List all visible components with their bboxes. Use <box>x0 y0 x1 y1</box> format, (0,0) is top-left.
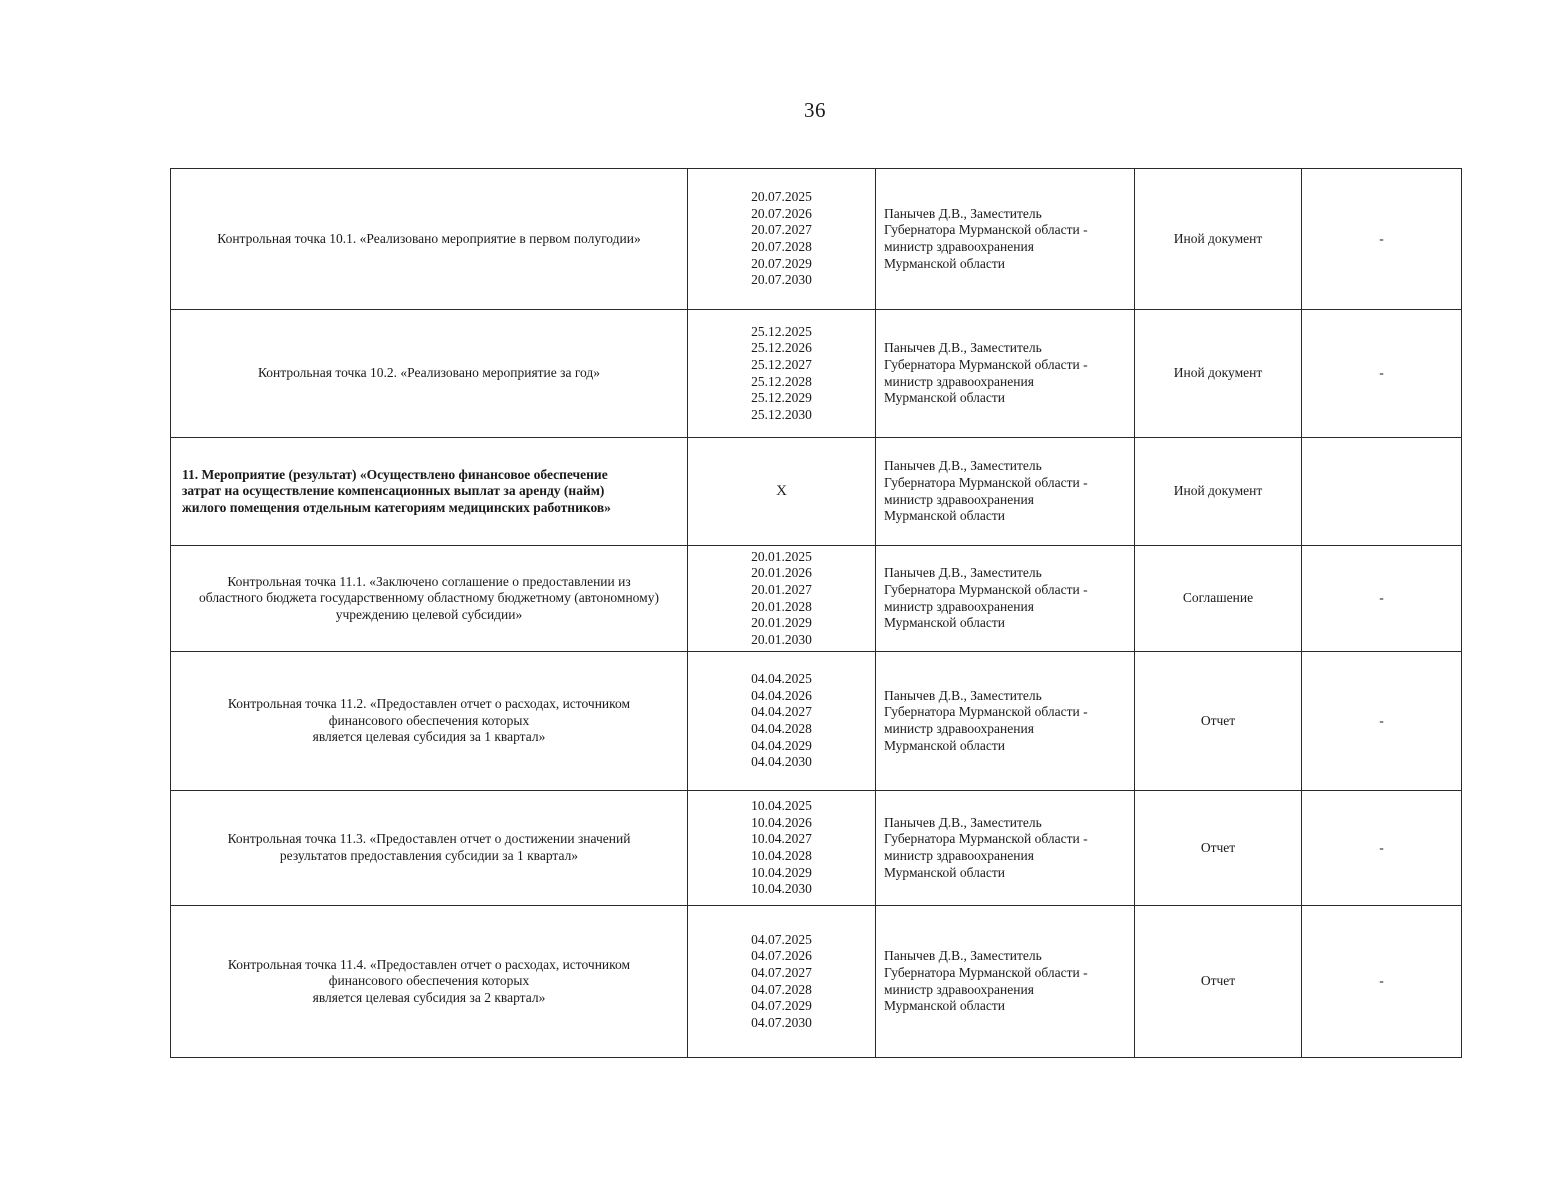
deadline-date: 20.07.2026 <box>751 205 812 221</box>
responsible-line: министр здравоохранения <box>884 491 1034 507</box>
activity-title-cell <box>171 438 688 546</box>
deadline-date: 04.04.2026 <box>751 687 812 703</box>
deadline-date: 20.01.2030 <box>751 631 812 647</box>
name-line: финансового обеспечения которых <box>328 973 530 989</box>
table-row <box>171 652 1462 791</box>
deadline-date: 04.07.2026 <box>751 948 812 964</box>
deadline-date: 04.07.2029 <box>751 998 812 1014</box>
document-type-cell: Отчет <box>1135 906 1302 1058</box>
responsible-line: министр здравоохранения <box>884 848 1034 863</box>
name-line: учреждению целевой субсидии» <box>335 606 523 622</box>
name-line: Контрольная точка 11.4. «Предоставлен отчет о расходах, источником <box>227 956 631 972</box>
responsible-line: Губернатора Мурманской области - <box>884 222 1088 238</box>
deadline-date: 10.04.2028 <box>751 848 812 863</box>
table-row <box>171 546 1462 652</box>
name-line: результатов предоставления субсидии за 1 квартал» <box>279 848 579 863</box>
table-row <box>171 438 1462 546</box>
deadline-date: 10.04.2029 <box>751 864 812 880</box>
deadline-date: 20.07.2028 <box>751 239 812 254</box>
deadline-date: 25.12.2028 <box>751 373 812 389</box>
control-point-name-cell <box>171 310 688 438</box>
responsible-line: Губернатора Мурманской области - <box>884 474 1088 490</box>
dates-cell <box>688 169 876 310</box>
deadline-date: 25.12.2027 <box>751 356 812 372</box>
deadline-date: 10.04.2025 <box>751 798 812 814</box>
dates-cell <box>688 546 876 652</box>
deadline-date: 04.04.2029 <box>751 737 812 753</box>
deadline-date: 04.07.2027 <box>751 964 812 980</box>
name-line: Контрольная точка 11.2. «Предоставлен отчет о расходах, источником <box>227 696 631 712</box>
deadline-date: 25.12.2029 <box>751 390 812 406</box>
responsible-line: Панычев Д.В., Заместитель <box>884 565 1042 581</box>
dates-cell <box>688 791 876 906</box>
name-line: затрат на осуществление компенсационных выплат за аренду (найм) <box>182 483 605 499</box>
document-type-cell: Иной документ <box>1135 438 1302 546</box>
page-number: 36 <box>804 98 826 122</box>
deadline-date: 20.07.2025 <box>751 189 812 205</box>
dates-cell <box>688 438 876 546</box>
document-type-cell: Иной документ <box>1135 310 1302 438</box>
table-row <box>171 906 1462 1058</box>
deadline-date: 10.04.2030 <box>751 881 812 897</box>
control-point-name-cell <box>171 906 688 1058</box>
deadline-date: 20.01.2027 <box>751 581 812 597</box>
deadline-date: 10.04.2026 <box>751 814 812 830</box>
table-row <box>171 310 1462 438</box>
document-type-cell: Соглашение <box>1135 546 1302 652</box>
name-line: финансового обеспечения которых <box>328 712 530 728</box>
responsible-line: Панычев Д.В., Заместитель <box>884 687 1042 703</box>
responsible-person-cell <box>876 652 1135 791</box>
deadline-date: 04.04.2025 <box>751 671 812 687</box>
responsible-person-cell <box>876 169 1135 310</box>
name-line: Контрольная точка 10.2. «Реализовано мероприятие за год» <box>257 365 601 381</box>
control-point-name-cell <box>171 791 688 906</box>
responsible-line: Мурманской области <box>884 615 1005 631</box>
control-point-name-cell <box>171 546 688 652</box>
name-line: 11. Мероприятие (результат) «Осуществлено финансовое обеспечение <box>182 466 608 482</box>
responsible-line: министр здравоохранения <box>884 373 1034 389</box>
name-line: является целевая субсидия за 1 квартал» <box>312 729 546 745</box>
document-type-cell: Иной документ <box>1135 169 1302 310</box>
responsible-line: Мурманской области <box>884 998 1005 1014</box>
responsible-line: Мурманской области <box>884 255 1005 271</box>
deadline-date: 10.04.2027 <box>751 831 812 847</box>
table-body <box>171 169 1462 1058</box>
deadline-date: 04.04.2030 <box>751 754 812 770</box>
responsible-person-cell <box>876 438 1135 546</box>
responsible-line: Панычев Д.В., Заместитель <box>884 948 1042 964</box>
deadline-date: 25.12.2030 <box>751 406 812 422</box>
deadline-date: 20.07.2030 <box>751 272 812 288</box>
extra-cell <box>1302 438 1462 546</box>
deadline-date: 20.01.2028 <box>751 598 812 614</box>
deadline-date: 25.12.2026 <box>751 340 812 356</box>
extra-cell: - <box>1302 546 1462 652</box>
name-line: Контрольная точка 10.1. «Реализовано мероприятие в первом полугодии» <box>217 230 641 246</box>
control-point-name-cell <box>171 652 688 791</box>
responsible-line: Мурманской области <box>884 508 1005 524</box>
responsible-line: министр здравоохранения <box>884 721 1034 736</box>
responsible-line: Панычев Д.В., Заместитель <box>884 814 1042 830</box>
deadline-date: 04.07.2025 <box>751 931 812 947</box>
responsible-person-cell <box>876 791 1135 906</box>
responsible-line: Губернатора Мурманской области - <box>884 581 1088 597</box>
responsible-line: Панычев Д.В., Заместитель <box>884 205 1042 221</box>
extra-cell: - <box>1302 169 1462 310</box>
responsible-line: Мурманской области <box>884 864 1005 880</box>
deadline-date: 04.07.2028 <box>751 981 812 997</box>
responsible-line: министр здравоохранения <box>884 981 1034 997</box>
not-applicable-mark: X <box>776 483 787 500</box>
control-points-table <box>170 168 1462 1058</box>
responsible-line: министр здравоохранения <box>884 239 1034 254</box>
dates-cell <box>688 906 876 1058</box>
name-line: является целевая субсидия за 2 квартал» <box>312 989 546 1005</box>
deadline-date: 20.01.2029 <box>751 615 812 631</box>
extra-cell: - <box>1302 906 1462 1058</box>
deadline-date: 20.07.2029 <box>751 255 812 271</box>
responsible-person-cell <box>876 906 1135 1058</box>
deadline-date: 04.04.2027 <box>751 704 812 720</box>
responsible-line: Мурманской области <box>884 737 1005 753</box>
deadline-date: 20.07.2027 <box>751 222 812 238</box>
name-line: Контрольная точка 11.3. «Предоставлен отчет о достижении значений <box>227 831 631 847</box>
name-line: Контрольная точка 11.1. «Заключено соглашение о предоставлении из <box>227 573 631 589</box>
deadline-date: 25.12.2025 <box>751 323 812 339</box>
deadline-date: 20.01.2025 <box>751 548 812 564</box>
document-type-cell: Отчет <box>1135 652 1302 791</box>
document-type-cell: Отчет <box>1135 791 1302 906</box>
responsible-line: Губернатора Мурманской области - <box>884 831 1088 847</box>
extra-cell: - <box>1302 310 1462 438</box>
dates-cell <box>688 310 876 438</box>
responsible-line: Панычев Д.В., Заместитель <box>884 340 1042 356</box>
table-row <box>171 791 1462 906</box>
extra-cell: - <box>1302 652 1462 791</box>
deadline-date: 20.01.2026 <box>751 565 812 581</box>
responsible-line: Губернатора Мурманской области - <box>884 964 1088 980</box>
responsible-line: министр здравоохранения <box>884 598 1034 614</box>
table-row <box>171 169 1462 310</box>
control-point-name-cell <box>171 169 688 310</box>
extra-cell: - <box>1302 791 1462 906</box>
responsible-line: Мурманской области <box>884 390 1005 406</box>
responsible-line: Губернатора Мурманской области - <box>884 356 1088 372</box>
name-line: жилого помещения отдельным категориям медицинских работников» <box>182 499 611 515</box>
dates-cell <box>688 652 876 791</box>
responsible-person-cell <box>876 310 1135 438</box>
name-line: областного бюджета государственному областному бюджетному (автономному) <box>199 590 659 606</box>
deadline-date: 04.04.2028 <box>751 721 812 736</box>
responsible-person-cell <box>876 546 1135 652</box>
deadline-date: 04.07.2030 <box>751 1014 812 1030</box>
responsible-line: Панычев Д.В., Заместитель <box>884 458 1042 474</box>
responsible-line: Губернатора Мурманской области - <box>884 704 1088 720</box>
